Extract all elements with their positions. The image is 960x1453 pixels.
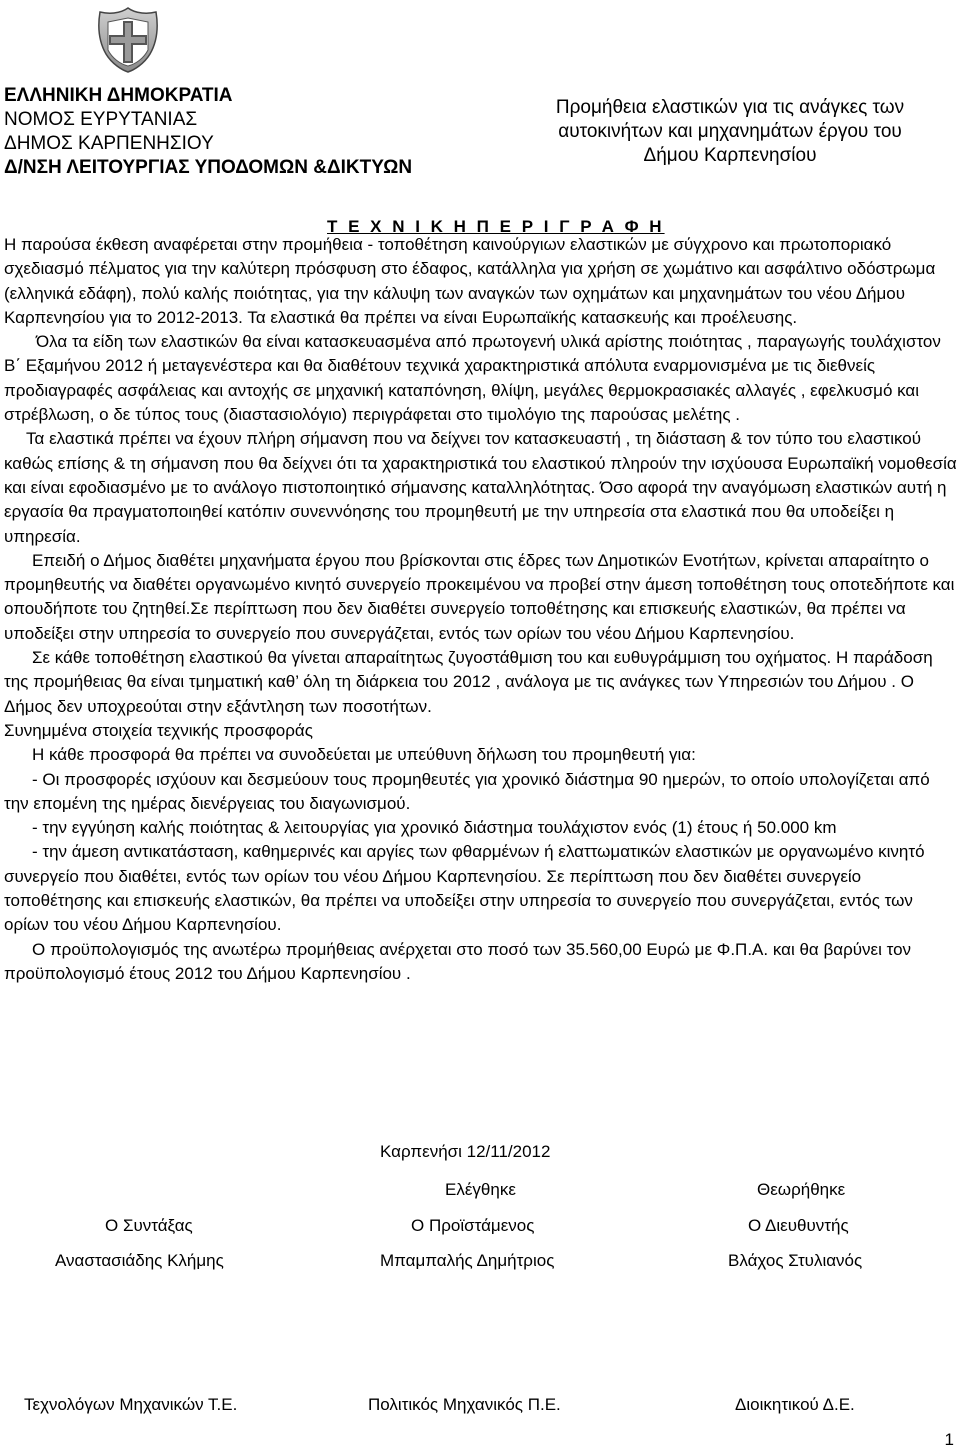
paragraph-declaration: Η κάθε προσφορά θα πρέπει να συνοδεύεται με υπεύθυνη δήλωση του προμηθευτή για:	[32, 745, 696, 765]
document-body	[4, 233, 959, 986]
paragraph-mobile-service: Επειδή ο Δήμος διαθέτει μηχανήματα έργου που βρίσκονται στις έδρες των Δημοτικών Ενοτήτων, κρίνεται απαραίτητο ο προμηθευτής να διαθέτει οργανωμένο κινητό συνεργείο προκειμένου να προβεί στην άμεση τοποθέτηση τους οποτεδήποτε και οπουδήποτε του ζητηθεί.Σε περίπτωση που δεν διαθέτει συνεργείο τοποθέτησης και επισκευής ελαστικών, θα πρέπει να υποδείξει στην υπηρεσία το συνεργείο που συνεργάζεται, εντός των ορίων του νέου Δήμου Καρπενησίου.	[4, 550, 955, 643]
checked-label: Ελέγθηκε	[445, 1180, 516, 1199]
issuer-prefecture: ΝΟΜΟΣ ΕΥΡΥΤΑΝΙΑΣ	[4, 109, 198, 130]
paragraph-warranty: - την εγγύηση καλής ποιότητας & λειτουργίας για χρονικό διάστημα τουλάχιστον ενός (1) έτους ή 50.000 km	[32, 818, 837, 838]
issuer-directorate: Δ/ΝΣΗ ΛΕΙΤΟΥΡΓΙΑΣ ΥΠΟΔΟΜΩΝ &ΔΙΚΤΥΩΝ	[4, 157, 413, 178]
paragraph-attachments-heading: Συνημμένα στοιχεία τεχνικής προσφοράς	[4, 720, 313, 740]
subject-block	[500, 96, 960, 168]
document-title: Τ Ε Χ Ν Ι Κ Η Π Ε Ρ Ι Γ Ρ Α Φ Η	[327, 217, 665, 236]
issuer-block	[4, 84, 412, 180]
director-role: Ο Διευθυντής	[748, 1216, 849, 1235]
composer-role: Ο Συντάξας	[105, 1216, 193, 1235]
paragraph-replacement: - την άμεση αντικατάσταση, καθημερινές και αργίες των φθαρμένων ή ελαττωματικών ελαστικών με οργανωμένο κινητό συνεργείο που διαθέτει, εντός των ορίων του νέου Δήμου Καρπενησίου. Σε περίπτωση που δεν διαθέτει συνεργείο τοποθέτησης και επισκευής ελαστικών, θα πρέπει να υποδείξει στην υπηρεσία το συνεργείο που συνεργάζεται, εντός των ορίων του νέου Δήμου Καρπενησίου.	[4, 842, 925, 935]
paragraph-intro: Η παρούσα έκθεση αναφέρεται στην προμήθεια - τοποθέτηση καινούργιων ελαστικών με σύγχρονο και πρωτοποριακό σχεδιασμό πέλματος για την καλύτερη πρόσφυση στο έδαφος, κατάλληλα για χρήση σε χωμάτινο και ασφάλτινο οδόστρωμα (ελληνικά εδάφη), πολύ καλής ποιότητας, για την κάλυψη των αναγκών των οχημάτων και μηχανημάτων του νέου Δήμου Καρπενησίου για το 2012-2013. Τα ελαστικά θα πρέπει να είναι Ευρωπαϊκής κατασκευής και προέλευσης.	[4, 235, 936, 327]
head-role: Ο Προϊστάμενος	[411, 1216, 535, 1235]
subject-line-1: Προμήθεια ελαστικών για τις ανάγκες των	[555, 97, 905, 118]
director-name: Βλάχος Στυλιανός	[728, 1251, 863, 1270]
page-number: 1	[944, 1430, 954, 1449]
head-name: Μπαμπαλής Δημήτριος	[380, 1251, 555, 1270]
paragraph-budget: Ο προϋπολογισμός της ανωτέρω προμήθειας ανέρχεται στο ποσό των 35.560,00 Ευρώ με Φ.Π.Α. και θα βαρύνει τον προϋπολογισμό έτους 2012 του Δήμου Καρπενησίου .	[4, 939, 912, 983]
paragraph-materials: Όλα τα είδη των ελαστικών θα είναι κατασκευασμένα από πρωτογενή υλικά αρίστης ποιότητας , παραγωγής τουλάχιστον Β΄ Εξαμήνου 2012 ή μεταγενέστερα και θα διαθέτουν τεχνικά χαρακτηριστικά απόλυτα εναρμονισμένα με τις διεθνείς προδιαγραφές ασφάλειας και αντοχής σε μηχανική καταπόνηση, θλίψη, μεγάλες θερμοκρασιακές αλλαγές , εφελκυσμό και στρέβλωση, ο δε τύπος τους (διαστασιολόγιο) περιγράφεται στο τιμολόγιο της παρούσας μελέτης .	[4, 332, 941, 425]
subject-line-2: αυτοκινήτων και μηχανημάτων έργου του	[558, 121, 902, 142]
subject-line-3: Δήμου Καρπενησίου	[643, 145, 817, 166]
head-title: Πολιτικός Μηχανικός Π.Ε.	[368, 1395, 561, 1414]
approved-label: Θεωρήθηκε	[757, 1180, 846, 1199]
paragraph-marking: Τα ελαστικά πρέπει να έχουν πλήρη σήμανση που να δείχνει τον κατασκευαστή , τη διάσταση & τον τύπο του ελαστικού καθώς επίσης & τη σήμανση που θα δείχνει ότι τα χαρακτηριστικά του ελαστικού πληρούν την ισχύουσα Ευρωπαϊκή νομοθεσία και είναι εφοδιασμένο με το ανάλογο πιστοποιητικό σήμανσης καταλληλότητας. Όσο αφορά την αναγόμωση ελαστικών αυτή η εργασία θα πραγματοποιηθεί κατόπιν συνεννόησης του προμηθευτή με την υπηρεσία στα ελαστικά που θα υποδείξει η υπηρεσία.	[4, 429, 957, 546]
issuer-municipality: ΔΗΜΟΣ ΚΑΡΠΕΝΗΣΙΟΥ	[4, 133, 214, 154]
paragraph-validity: - Οι προσφορές ισχύουν και δεσμεύουν τους προμηθευτές για χρονικό διάστημα 90 ημερών, το οποίο υπολογίζεται από την επομένη της ημέρας διενέργειας του διαγωνισμού.	[4, 769, 930, 813]
composer-title: Τεχνολόγων Μηχανικών Τ.Ε.	[24, 1395, 238, 1414]
place-date: Καρπενήσι 12/11/2012	[380, 1142, 551, 1161]
paragraph-balancing: Σε κάθε τοποθέτηση ελαστικού θα γίνεται απαραίτητως ζυγοστάθμιση του και ευθυγράμμιση του οχήματος. Η παράδοση της προμήθειας θα είναι τμηματική καθ’ όλη τη διάρκεια του 2012 , ανάλογα με τις ανάγκες των Υπηρεσιών του Δήμου . Ο Δήμος δεν υποχρεούται στην εξάντληση των ποσοτήτων.	[4, 648, 933, 716]
issuer-country: ΕΛΛΗΝΙΚΗ ΔΗΜΟΚΡΑΤΙΑ	[4, 85, 233, 106]
composer-name: Αναστασιάδης Κλήμης	[55, 1251, 224, 1270]
hellenic-republic-emblem	[92, 4, 164, 76]
director-title: Διοικητικού Δ.Ε.	[735, 1395, 855, 1414]
